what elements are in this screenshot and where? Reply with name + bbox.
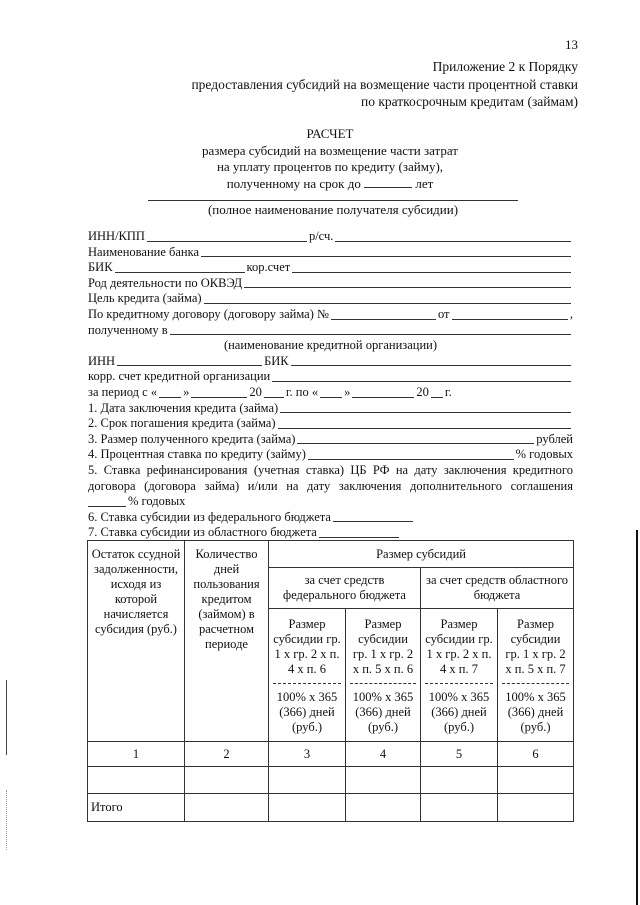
formula-numerator: Размер субсидии гр. 1 х гр. 2 х п. 5 х п. 7 [502,617,569,684]
item-2-label: 2. Срок погашения кредита (займа) [88,416,276,431]
formula-denominator: 100% х 365 (366) дней (руб.) [505,690,566,734]
period-from-month-field[interactable] [191,397,247,398]
column-numbers-row [88,742,574,767]
corr-account-field[interactable] [292,272,571,273]
scan-margin-dots [6,790,8,850]
formula-numerator: Размер субсидии гр. 1 х гр. 2 х п. 4 х п. 6 [273,617,341,684]
total-label: Итого [88,794,185,822]
federal-budget-header: за счет средств федерального бюджета [269,568,421,609]
credit-org-caption: (наименование кредитной организации) [223,338,438,353]
credit-purpose-label: Цель кредита (займа) [88,291,202,306]
contract-row: По кредитному договору (договору займа) № от , [88,306,573,321]
org-bik-field[interactable] [291,365,571,366]
column-number: 3 [269,742,346,767]
formula-denominator: 100% х 365 (366) дней (руб.) [352,690,414,734]
data-cell[interactable] [421,767,498,794]
corr-account-label: кор.счет [246,260,291,275]
item-5-line-1: 5. Ставка рефинансирования (учетная ставка) ЦБ РФ на дату заключения кредитного [88,462,573,477]
item-4-field[interactable] [308,459,514,460]
period-to-year-field[interactable] [431,397,443,398]
column-number: 2 [185,742,269,767]
org-inn-label: ИНН [88,353,116,368]
col-2-header: Количество дней пользования кредитом (займом) в расчетном периоде [185,541,269,742]
col-1-header: Остаток ссудной задолженности, исходя из которой начисляется субсидия (руб.) [88,541,185,742]
appendix-line-3: по краткосрочным кредитам (займам) [360,94,578,109]
appendix-header [191,58,578,111]
total-cell[interactable] [185,794,269,822]
year-prefix: 20 [416,384,429,399]
column-number: 4 [346,742,421,767]
col-5-formula [421,609,498,742]
term-field[interactable] [364,176,412,188]
okved-label: Род деятельности по ОКВЭД [88,275,243,290]
formula-numerator: Размер субсидии гр. 1 х гр. 2 х п. 5 х п. 6 [350,617,416,684]
year-prefix: 20 [249,384,262,399]
period-to-day-field[interactable] [320,397,342,398]
item-7-row [88,525,573,541]
account-label: р/сч. [308,229,334,243]
contract-number-field[interactable] [331,319,436,320]
item-2-row [88,416,573,432]
item-6-row [88,510,573,526]
column-number: 6 [498,742,574,767]
subsidy-table [87,540,574,822]
org-inn-field[interactable] [117,365,262,366]
recipient-caption: (полное наименование получателя субсидии) [207,202,459,217]
inn-kpp-field[interactable] [147,241,307,242]
title-line-1: размера субсидий на возмещение части затрат [202,142,458,158]
account-field[interactable] [335,241,571,242]
bank-name-field[interactable] [201,256,571,257]
scan-margin-mark [6,680,7,755]
okved-field[interactable] [244,287,571,288]
received-in-label: полученному в [88,322,168,337]
bank-name-label: Наименование банка [88,244,200,259]
bik-field[interactable] [115,272,245,273]
recipient-name-field[interactable] [148,200,518,201]
org-corr-label: корр. счет кредитной организации [88,369,271,384]
period-to-month-field[interactable] [352,397,414,398]
formula-denominator: 100% х 365 (366) дней (руб.) [428,690,490,734]
title-line-3 [150,176,510,193]
contract-number-label: По кредитному договору (договору займа) № [88,306,329,321]
col-6-formula [498,609,574,742]
item-6-label: 6. Ставка субсидии из федерального бюджета [88,509,331,524]
item-5-field[interactable] [88,506,126,507]
item-4-label: 4. Процентная ставка по кредиту (займу) [88,447,306,462]
credit-purpose-field[interactable] [204,303,571,304]
org-inn-row [88,354,573,370]
contract-date-field[interactable] [452,319,568,320]
title-line-2: на уплату процентов по кредиту (займу), [216,159,444,174]
regional-budget-header: за счет средств областного бюджета [421,568,574,609]
item-1-label: 1. Дата заключения кредита (займа) [88,400,279,415]
total-cell[interactable] [346,794,421,822]
okved-row [88,276,573,292]
contract-date-label: от [437,306,450,321]
quote-mark: » [183,384,190,399]
column-number: 5 [421,742,498,767]
inn-kpp-row [88,229,573,245]
total-cell[interactable] [421,794,498,822]
item-1-field[interactable] [280,412,571,413]
item-6-field[interactable] [333,521,413,522]
period-from-label: за период с « [88,384,158,399]
received-in-row [88,323,573,339]
data-cell[interactable] [498,767,574,794]
item-5-value-row [88,494,573,510]
item-4-row [88,447,573,463]
quote-mark: » [344,384,351,399]
item-3-unit: рублей [536,431,573,446]
data-cell[interactable] [269,767,346,794]
column-number: 1 [88,742,185,767]
period-to-label: г. по « [285,384,319,399]
title-heading: РАСЧЕТ [306,126,354,141]
bik-row [88,260,573,276]
data-row [88,767,574,794]
appendix-line-1: Приложение 2 к Порядку [432,59,578,74]
item-5-line-2: договора (договора займа) и/или на дату заключения дополнительного соглашения [88,478,573,493]
document-title [150,126,510,192]
data-cell[interactable] [88,767,185,794]
subsidy-size-header: Размер субсидий [269,541,574,568]
credit-purpose-row [88,291,573,307]
item-3-row [88,432,573,448]
formula-numerator: Размер субсидии гр. 1 х гр. 2 х п. 4 х п. 7 [425,617,493,684]
appendix-line-2: предоставления субсидий на возмещение части процентной ставки [191,76,578,92]
item-7-field[interactable] [319,537,399,538]
item-3-label: 3. Размер полученного кредита (займа) [88,431,296,446]
item-4-unit: % годовых [515,447,573,462]
requisites-form [88,229,573,541]
inn-kpp-label: ИНН/КПП [88,229,145,243]
bik-label: БИК [88,260,113,275]
credit-org-field[interactable] [170,334,571,335]
item-7-label: 7. Ставка субсидии из областного бюджета [88,525,317,540]
col-3-formula [269,609,346,742]
period-from-year-field[interactable] [264,397,284,398]
scan-page-edge [636,530,638,905]
item-2-field[interactable] [278,428,572,429]
period-row [88,385,573,401]
data-cell[interactable] [185,767,269,794]
total-cell[interactable] [269,794,346,822]
org-bik-label: БИК [264,353,289,368]
page-number: 13 [565,37,578,52]
col-4-formula [346,609,421,742]
item-5-unit: % годовых [128,494,186,509]
term-label: полученному на срок до [226,175,361,191]
term-unit: лет [415,175,434,191]
data-cell[interactable] [346,767,421,794]
year-suffix: г. [444,384,452,399]
org-corr-field[interactable] [272,381,571,382]
org-corr-row [88,369,573,385]
period-from-day-field[interactable] [159,397,181,398]
total-row [88,794,574,822]
total-cell[interactable] [498,794,574,822]
formula-denominator: 100% х 365 (366) дней (руб.) [276,690,338,734]
item-3-field[interactable] [297,443,534,444]
item-1-row [88,401,573,417]
bank-name-row [88,245,573,261]
